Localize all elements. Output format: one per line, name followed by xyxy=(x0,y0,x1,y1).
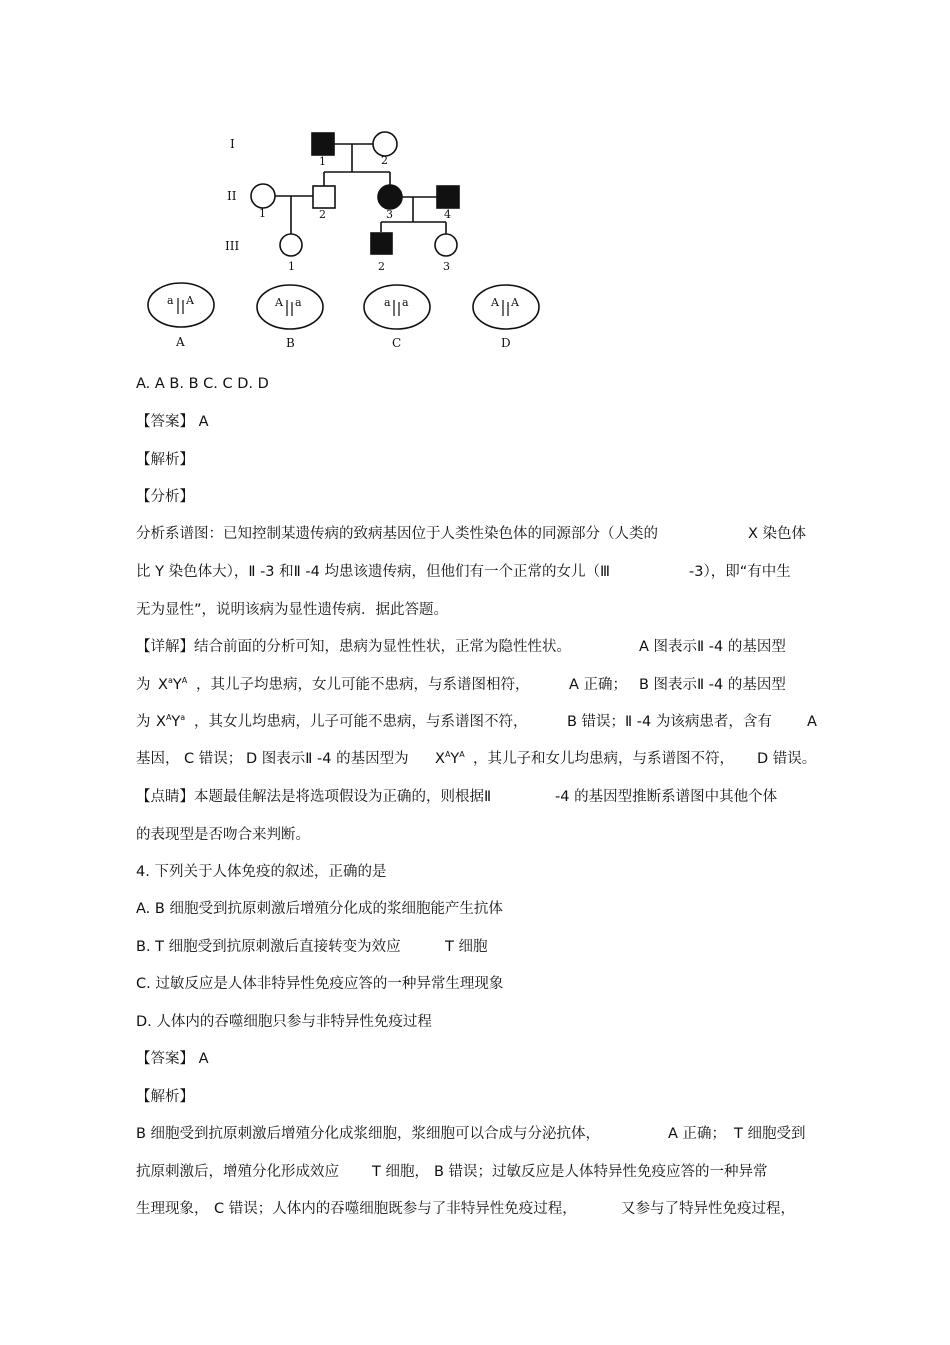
cell-oval-d xyxy=(473,285,539,329)
q3-fenxi-line3: 无为显性”，说明该病为显性遗传病．据此答题。 xyxy=(136,602,449,618)
svg-text:A: A xyxy=(491,296,499,309)
q3-answer: 【答案】 A xyxy=(136,414,209,430)
individual-II-1-normal-female xyxy=(251,184,275,208)
cell-oval-b xyxy=(257,285,323,329)
svg-text:3: 3 xyxy=(386,208,393,221)
generation-label-III: III xyxy=(225,239,240,253)
options-line: A. A B. B C. C D. D xyxy=(136,376,269,392)
genotype-b: $X^AY^a$ xyxy=(156,713,186,730)
q4-explanation-line2: 抗原刺激后，增殖分化形成效应 xyxy=(136,1164,339,1180)
svg-text:a: a xyxy=(295,296,302,309)
individual-II-2-normal-male xyxy=(313,186,335,208)
individual-I-2-normal-female xyxy=(373,132,397,156)
svg-text:A: A xyxy=(186,294,194,307)
q3-analysis-heading: 【解析】 xyxy=(136,452,194,468)
q4-option-b: B. T 细胞受到抗原刺激后直接转变为效应 xyxy=(136,939,401,955)
svg-text:a: a xyxy=(167,294,174,307)
svg-text:2: 2 xyxy=(378,260,385,273)
svg-text:4: 4 xyxy=(444,208,451,221)
svg-text:1: 1 xyxy=(259,207,266,220)
svg-text:2: 2 xyxy=(319,208,326,221)
cell-oval-c xyxy=(364,285,430,329)
q3-fenxi-line2: 比 Y 染色体大），Ⅱ -3 和Ⅱ -4 均患该遗传病，但他们有一个正常的女儿（Ⅲ xyxy=(136,564,610,580)
individual-III-1-normal-female xyxy=(280,234,302,256)
q4-explanation-line3: 生理现象， xyxy=(136,1201,209,1217)
svg-text:3: 3 xyxy=(443,260,450,273)
svg-text:1: 1 xyxy=(288,260,295,273)
q4-stem: 4. 下列关于人体免疫的叙述，正确的是 xyxy=(136,864,387,880)
q3-detail-line1: 【详解】结合前面的分析可知，患病为显性性状，正常为隐性性状。 xyxy=(136,639,571,655)
cell-caption-b: B xyxy=(286,336,295,350)
cell-caption-c: C xyxy=(392,336,402,350)
q4-option-c: C. 过敏反应是人体非特异性免疫应答的一种异常生理现象 xyxy=(136,976,504,992)
q4-option-d: D. 人体内的吞噬细胞只参与非特异性免疫过程 xyxy=(136,1014,432,1030)
svg-text:a: a xyxy=(384,296,391,309)
q4-analysis-heading: 【解析】 xyxy=(136,1089,194,1105)
q3-tip-line2: 的表现型是否吻合来判断。 xyxy=(136,827,310,843)
svg-text:A: A xyxy=(275,296,283,309)
svg-text:2: 2 xyxy=(381,154,388,167)
q4-answer: 【答案】 A xyxy=(136,1051,209,1067)
cell-caption-d: D xyxy=(501,336,511,350)
q3-fenxi-heading: 【分析】 xyxy=(136,489,194,505)
individual-III-2-affected-male xyxy=(371,233,392,254)
pedigree-figure xyxy=(120,110,560,370)
genotype-a: $X^aY^A$ xyxy=(158,676,188,693)
individual-II-3-affected-female xyxy=(378,185,402,209)
individual-I-1-affected-male xyxy=(312,133,334,155)
generation-label-I: I xyxy=(230,137,235,151)
generation-label-II: II xyxy=(227,189,237,203)
q4-explanation-line1: B 细胞受到抗原刺激后增殖分化成浆细胞，浆细胞可以合成与分泌抗体， xyxy=(136,1126,601,1142)
q4-option-a: A. B 细胞受到抗原刺激后增殖分化成的浆细胞能产生抗体 xyxy=(136,901,503,917)
genotype-d: $X^AY^A$ xyxy=(435,750,465,767)
individual-III-3-normal-female xyxy=(435,234,457,256)
individual-II-4-affected-male xyxy=(437,186,459,208)
svg-text:1: 1 xyxy=(319,155,326,168)
svg-text:A: A xyxy=(511,296,519,309)
svg-text:a: a xyxy=(402,296,409,309)
q3-fenxi-line1: 分析系谱图：已知控制某遗传病的致病基因位于人类性染色体的同源部分（人类的 xyxy=(136,526,658,542)
q3-tip-line1: 【点睛】本题最佳解法是将选项假设为正确的，则根据Ⅱ xyxy=(136,789,492,805)
cell-caption-a: A xyxy=(176,335,185,349)
cell-oval-a xyxy=(148,283,214,327)
